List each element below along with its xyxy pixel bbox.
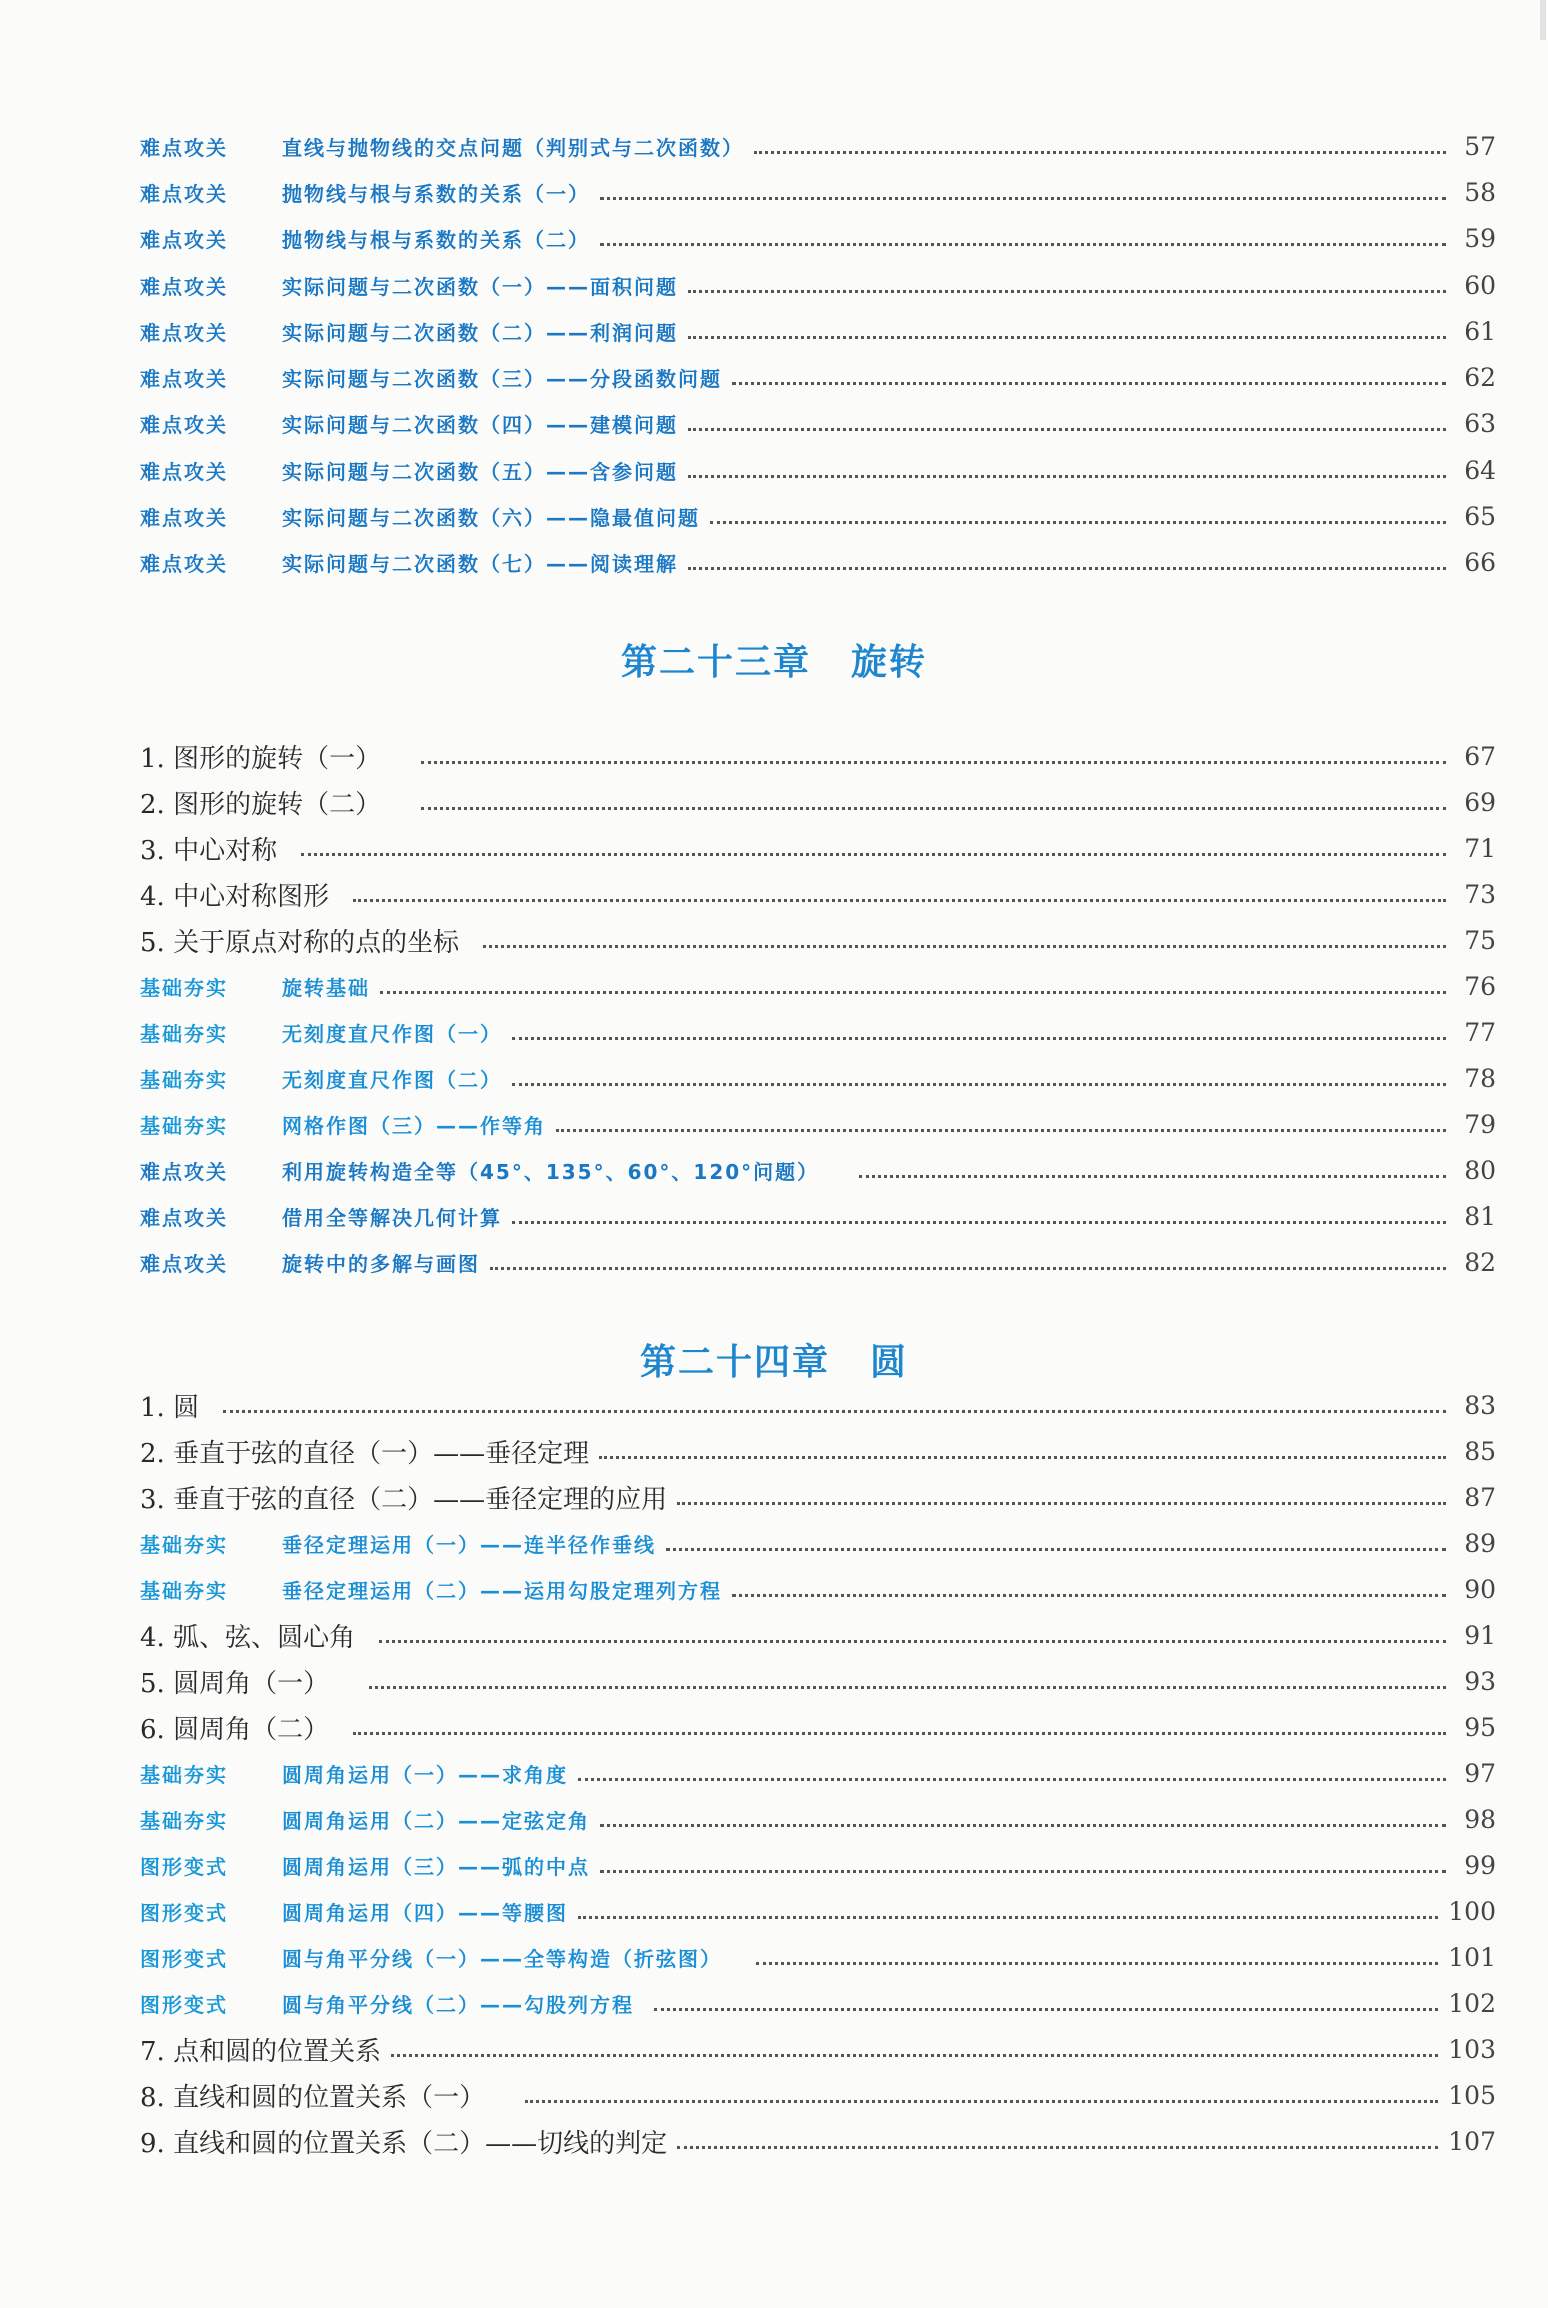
dot-leader (688, 475, 1446, 478)
page-number: 71 (1464, 833, 1496, 863)
dot-leader (379, 1640, 1446, 1643)
toc-entry[interactable] (140, 874, 1496, 914)
page-number: 97 (1464, 1758, 1496, 1788)
entry-title: 5. 关于原点对称的点的坐标 (140, 927, 460, 958)
toc-entry[interactable] (140, 311, 1496, 351)
page-number: 103 (1448, 2034, 1496, 2064)
page-number: 77 (1464, 1017, 1496, 1047)
toc-entry[interactable] (140, 1477, 1496, 1517)
dot-leader (677, 1502, 1446, 1505)
toc-entry[interactable] (140, 403, 1496, 443)
category-tag: 难点攻关 (140, 1159, 228, 1184)
dot-leader (600, 1824, 1446, 1827)
page-number: 78 (1464, 1063, 1496, 1093)
toc-entry[interactable] (140, 218, 1496, 258)
dot-leader (353, 1732, 1446, 1735)
dot-leader (688, 336, 1446, 339)
category-tag: 基础夯实 (140, 1762, 228, 1787)
category-tag: 难点攻关 (140, 366, 228, 391)
dot-leader (512, 1083, 1446, 1086)
entry-title: 4. 中心对称图形 (140, 881, 330, 912)
dot-leader (666, 1548, 1446, 1551)
page-number: 64 (1464, 455, 1496, 485)
entry-title: 8. 直线和圆的位置关系（一） (140, 2082, 486, 2113)
page-number: 76 (1464, 971, 1496, 1001)
dot-leader (421, 807, 1446, 810)
page-number: 80 (1464, 1155, 1496, 1185)
toc-entry[interactable] (140, 1242, 1496, 1282)
page-number: 91 (1464, 1620, 1496, 1650)
toc-entry[interactable] (140, 1799, 1496, 1839)
entry-title: 2. 垂直于弦的直径（一）——垂径定理 (140, 1438, 590, 1469)
toc-entry[interactable] (140, 2121, 1496, 2161)
category-tag: 难点攻关 (140, 274, 228, 299)
entry-title: 无刻度直尺作图（一） (282, 1021, 502, 1046)
entry-title: 圆与角平分线（一）——全等构造（折弦图） (282, 1946, 722, 1971)
page-number: 82 (1464, 1247, 1496, 1277)
page-number: 95 (1464, 1712, 1496, 1742)
dot-leader (688, 428, 1446, 431)
page-number: 75 (1464, 925, 1496, 955)
entry-title: 圆周角运用（二）——定弦定角 (282, 1808, 590, 1833)
dot-leader (512, 1037, 1446, 1040)
page-number: 100 (1448, 1896, 1496, 1926)
entry-title: 实际问题与二次函数（七）——阅读理解 (282, 551, 678, 576)
page-number: 73 (1464, 879, 1496, 909)
entry-title: 旋转中的多解与画图 (282, 1251, 480, 1276)
scan-edge-mark (1540, 0, 1546, 40)
category-tag: 图形变式 (140, 1854, 228, 1879)
chapter-heading[interactable] (0, 634, 1548, 685)
category-tag: 难点攻关 (140, 227, 228, 252)
page-number: 105 (1448, 2080, 1496, 2110)
category-tag: 图形变式 (140, 1992, 228, 2017)
dot-leader (369, 1686, 1446, 1689)
page-number: 98 (1464, 1804, 1496, 1834)
category-tag: 基础夯实 (140, 1808, 228, 1833)
dot-leader (756, 1962, 1438, 1965)
dot-leader (677, 2146, 1438, 2149)
entry-title: 圆与角平分线（二）——勾股列方程 (282, 1992, 634, 2017)
entry-title: 9. 直线和圆的位置关系（二）——切线的判定 (140, 2128, 668, 2159)
toc-entry[interactable] (140, 1523, 1496, 1563)
dot-leader (483, 945, 1446, 948)
toc-entry[interactable] (140, 1845, 1496, 1885)
toc-entry[interactable] (140, 1431, 1496, 1471)
page-number: 62 (1464, 362, 1496, 392)
toc-entry[interactable] (140, 172, 1496, 212)
chapter-number: 第二十三章 (620, 641, 811, 683)
dot-leader (223, 1410, 1446, 1413)
dot-leader (754, 151, 1446, 154)
toc-entry[interactable] (140, 828, 1496, 868)
toc-entry[interactable] (140, 1569, 1496, 1609)
dot-leader (600, 197, 1446, 200)
dot-leader (688, 567, 1446, 570)
entry-title: 2. 图形的旋转（二） (140, 789, 382, 820)
entry-title: 实际问题与二次函数（六）——隐最值问题 (282, 505, 700, 530)
entry-title: 实际问题与二次函数（一）——面积问题 (282, 274, 678, 299)
page-number: 81 (1464, 1201, 1496, 1231)
entry-title: 7. 点和圆的位置关系 (140, 2036, 382, 2067)
page-number: 107 (1448, 2126, 1496, 2156)
entry-title: 直线与抛物线的交点问题（判别式与二次函数） (282, 135, 744, 160)
page-number: 93 (1464, 1666, 1496, 1696)
category-tag: 难点攻关 (140, 551, 228, 576)
category-tag: 难点攻关 (140, 181, 228, 206)
category-tag: 难点攻关 (140, 320, 228, 345)
toc-entry[interactable] (140, 1983, 1496, 2023)
entry-title: 无刻度直尺作图（二） (282, 1067, 502, 1092)
dot-leader (421, 761, 1446, 764)
page-number: 67 (1464, 741, 1496, 771)
page-number: 69 (1464, 787, 1496, 817)
page-number: 99 (1464, 1850, 1496, 1880)
toc-entry[interactable] (140, 1058, 1496, 1098)
toc-entry[interactable] (140, 736, 1496, 776)
toc-entry[interactable] (140, 920, 1496, 960)
toc-entry[interactable] (140, 126, 1496, 166)
toc-entry[interactable] (140, 1385, 1496, 1425)
entry-title: 垂径定理运用（一）——连半径作垂线 (282, 1532, 656, 1557)
entry-title: 抛物线与根与系数的关系（一） (282, 181, 590, 206)
entry-title: 1. 圆 (140, 1392, 200, 1423)
dot-leader (859, 1175, 1446, 1178)
entry-title: 抛物线与根与系数的关系（二） (282, 227, 590, 252)
category-tag: 基础夯实 (140, 1578, 228, 1603)
entry-title: 3. 垂直于弦的直径（二）——垂径定理的应用 (140, 1484, 668, 1515)
page-number: 85 (1464, 1436, 1496, 1466)
chapter-name: 圆 (870, 1341, 909, 1383)
entry-title: 6. 圆周角（二） (140, 1714, 330, 1745)
toc-entry[interactable] (140, 1753, 1496, 1793)
dot-leader (654, 2008, 1438, 2011)
toc-entry[interactable] (140, 450, 1496, 490)
entry-title: 实际问题与二次函数（四）——建模问题 (282, 412, 678, 437)
entry-title: 利用旋转构造全等（45°、135°、60°、120°问题） (282, 1159, 820, 1184)
page-number: 66 (1464, 547, 1496, 577)
entry-title: 圆周角运用（三）——弧的中点 (282, 1854, 590, 1879)
dot-leader (512, 1221, 1446, 1224)
dot-leader (490, 1267, 1446, 1270)
entry-title: 垂径定理运用（二）——运用勾股定理列方程 (282, 1578, 722, 1603)
entry-title: 圆周角运用（一）——求角度 (282, 1762, 568, 1787)
dot-leader (353, 899, 1446, 902)
toc-entry[interactable] (140, 1196, 1496, 1236)
page-number: 90 (1464, 1574, 1496, 1604)
toc-entry[interactable] (140, 542, 1496, 582)
dot-leader (578, 1778, 1446, 1781)
dot-leader (732, 382, 1446, 385)
page-number: 63 (1464, 408, 1496, 438)
toc-entry[interactable] (140, 1661, 1496, 1701)
page-number: 102 (1448, 1988, 1496, 2018)
dot-leader (732, 1594, 1446, 1597)
category-tag: 难点攻关 (140, 505, 228, 530)
toc-entry[interactable] (140, 265, 1496, 305)
dot-leader (380, 991, 1446, 994)
page-number: 79 (1464, 1109, 1496, 1139)
page-number: 57 (1464, 131, 1496, 161)
page-number: 83 (1464, 1390, 1496, 1420)
dot-leader (600, 1870, 1446, 1873)
entry-title: 借用全等解决几何计算 (282, 1205, 502, 1230)
toc-entry[interactable] (140, 1150, 1496, 1190)
toc-entry[interactable] (140, 1104, 1496, 1144)
page-number: 58 (1464, 177, 1496, 207)
dot-leader (556, 1129, 1446, 1132)
chapter-number: 第二十四章 (639, 1341, 830, 1383)
category-tag: 图形变式 (140, 1900, 228, 1925)
dot-leader (578, 1916, 1438, 1919)
entry-title: 4. 弧、弦、圆心角 (140, 1622, 356, 1653)
entry-title: 圆周角运用（四）——等腰图 (282, 1900, 568, 1925)
entry-title: 3. 中心对称 (140, 835, 278, 866)
entry-title: 实际问题与二次函数（三）——分段函数问题 (282, 366, 722, 391)
page-number: 59 (1464, 223, 1496, 253)
toc-entry[interactable] (140, 496, 1496, 536)
toc-entry[interactable] (140, 1707, 1496, 1747)
category-tag: 难点攻关 (140, 1251, 228, 1276)
toc-entry[interactable] (140, 966, 1496, 1006)
entry-title: 网格作图（三）——作等角 (282, 1113, 546, 1138)
page-number: 87 (1464, 1482, 1496, 1512)
page-number: 89 (1464, 1528, 1496, 1558)
category-tag: 基础夯实 (140, 975, 228, 1000)
toc-entry[interactable] (140, 2075, 1496, 2115)
page-number: 60 (1464, 270, 1496, 300)
category-tag: 基础夯实 (140, 1021, 228, 1046)
category-tag: 难点攻关 (140, 412, 228, 437)
toc-entry[interactable] (140, 1937, 1496, 1977)
category-tag: 图形变式 (140, 1946, 228, 1971)
category-tag: 基础夯实 (140, 1113, 228, 1138)
toc-entry[interactable] (140, 1012, 1496, 1052)
toc-entry[interactable] (140, 1615, 1496, 1655)
chapter-heading[interactable] (0, 1334, 1548, 1385)
toc-entry[interactable] (140, 1891, 1496, 1931)
category-tag: 难点攻关 (140, 1205, 228, 1230)
category-tag: 难点攻关 (140, 135, 228, 160)
chapter-name: 旋转 (851, 641, 928, 683)
dot-leader (599, 1456, 1446, 1459)
category-tag: 基础夯实 (140, 1067, 228, 1092)
entry-title: 1. 图形的旋转（一） (140, 743, 382, 774)
toc-entry[interactable] (140, 2029, 1496, 2069)
dot-leader (391, 2054, 1438, 2057)
dot-leader (301, 853, 1446, 856)
entry-title: 旋转基础 (282, 975, 370, 1000)
page-number: 65 (1464, 501, 1496, 531)
entry-title: 实际问题与二次函数（五）——含参问题 (282, 459, 678, 484)
category-tag: 基础夯实 (140, 1532, 228, 1557)
dot-leader (710, 521, 1446, 524)
category-tag: 难点攻关 (140, 459, 228, 484)
dot-leader (688, 290, 1446, 293)
toc-entry[interactable] (140, 357, 1496, 397)
page-number: 61 (1464, 316, 1496, 346)
toc-entry[interactable] (140, 782, 1496, 822)
dot-leader (600, 243, 1446, 246)
entry-title: 5. 圆周角（一） (140, 1668, 330, 1699)
entry-title: 实际问题与二次函数（二）——利润问题 (282, 320, 678, 345)
page-number: 101 (1448, 1942, 1496, 1972)
dot-leader (525, 2100, 1438, 2103)
